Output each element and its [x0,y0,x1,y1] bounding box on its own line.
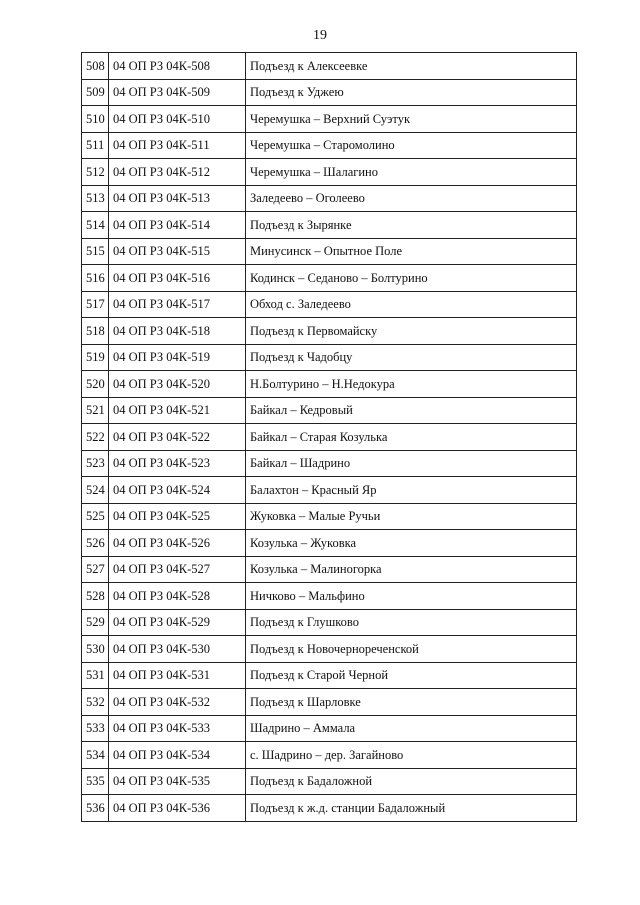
road-code-cell: 04 ОП РЗ 04К-531 [109,662,246,689]
row-number-cell: 536 [82,795,109,822]
road-code-cell: 04 ОП РЗ 04К-522 [109,424,246,451]
road-name-cell: Байкал – Старая Козулька [246,424,577,451]
road-name-cell: Подъезд к Первомайску [246,318,577,345]
row-number-cell: 527 [82,556,109,583]
road-code-cell: 04 ОП РЗ 04К-515 [109,238,246,265]
roads-table-body [82,53,577,822]
road-name-cell: Подъезд к Глушково [246,609,577,636]
road-code-cell: 04 ОП РЗ 04К-533 [109,715,246,742]
road-name-cell: с. Шадрино – дер. Загайново [246,742,577,769]
road-code-cell: 04 ОП РЗ 04К-511 [109,132,246,159]
road-name-cell: Байкал – Кедровый [246,397,577,424]
road-code-cell: 04 ОП РЗ 04К-519 [109,344,246,371]
road-code-cell: 04 ОП РЗ 04К-535 [109,768,246,795]
road-code-cell: 04 ОП РЗ 04К-516 [109,265,246,292]
row-number-cell: 519 [82,344,109,371]
road-name-cell: Н.Болтурино – Н.Недокура [246,371,577,398]
roads-table [81,52,577,822]
road-name-cell: Черемушка – Верхний Суэтук [246,106,577,133]
row-number-cell: 528 [82,583,109,610]
row-number-cell: 515 [82,238,109,265]
road-name-cell: Балахтон – Красный Яр [246,477,577,504]
table-row [82,238,577,265]
road-code-cell: 04 ОП РЗ 04К-510 [109,106,246,133]
road-code-cell: 04 ОП РЗ 04К-526 [109,530,246,557]
row-number-cell: 522 [82,424,109,451]
road-code-cell: 04 ОП РЗ 04К-527 [109,556,246,583]
row-number-cell: 523 [82,450,109,477]
road-name-cell: Ничково – Мальфино [246,583,577,610]
table-row [82,53,577,80]
table-row [82,212,577,239]
road-name-cell: Подъезд к Старой Черной [246,662,577,689]
table-row [82,715,577,742]
row-number-cell: 525 [82,503,109,530]
row-number-cell: 520 [82,371,109,398]
row-number-cell: 531 [82,662,109,689]
table-row [82,503,577,530]
row-number-cell: 511 [82,132,109,159]
road-code-cell: 04 ОП РЗ 04К-517 [109,291,246,318]
table-row [82,768,577,795]
row-number-cell: 518 [82,318,109,345]
table-row [82,397,577,424]
row-number-cell: 513 [82,185,109,212]
table-row [82,159,577,186]
row-number-cell: 516 [82,265,109,292]
table-row [82,344,577,371]
table-row [82,185,577,212]
road-name-cell: Подъезд к Бадаложной [246,768,577,795]
road-code-cell: 04 ОП РЗ 04К-536 [109,795,246,822]
road-code-cell: 04 ОП РЗ 04К-521 [109,397,246,424]
row-number-cell: 534 [82,742,109,769]
table-row [82,318,577,345]
table-row [82,662,577,689]
road-code-cell: 04 ОП РЗ 04К-530 [109,636,246,663]
table-row [82,689,577,716]
road-code-cell: 04 ОП РЗ 04К-509 [109,79,246,106]
road-code-cell: 04 ОП РЗ 04К-513 [109,185,246,212]
road-name-cell: Черемушка – Старомолино [246,132,577,159]
row-number-cell: 514 [82,212,109,239]
row-number-cell: 532 [82,689,109,716]
road-code-cell: 04 ОП РЗ 04К-523 [109,450,246,477]
table-row [82,371,577,398]
row-number-cell: 533 [82,715,109,742]
road-code-cell: 04 ОП РЗ 04К-524 [109,477,246,504]
road-name-cell: Подъезд к Чадобцу [246,344,577,371]
road-name-cell: Черемушка – Шалагино [246,159,577,186]
road-name-cell: Подъезд к Зырянке [246,212,577,239]
road-code-cell: 04 ОП РЗ 04К-528 [109,583,246,610]
table-row [82,530,577,557]
road-name-cell: Обход с. Заледеево [246,291,577,318]
table-row [82,477,577,504]
road-name-cell: Козулька – Жуковка [246,530,577,557]
road-name-cell: Козулька – Малиногорка [246,556,577,583]
road-code-cell: 04 ОП РЗ 04К-520 [109,371,246,398]
page-number: 19 [313,28,327,43]
road-name-cell: Байкал – Шадрино [246,450,577,477]
row-number-cell: 517 [82,291,109,318]
table-row [82,265,577,292]
road-name-cell: Подъезд к Алексеевке [246,53,577,80]
table-row [82,132,577,159]
road-name-cell: Подъезд к Шарловке [246,689,577,716]
table-row [82,636,577,663]
road-name-cell: Минусинск – Опытное Поле [246,238,577,265]
row-number-cell: 508 [82,53,109,80]
row-number-cell: 526 [82,530,109,557]
row-number-cell: 524 [82,477,109,504]
table-row [82,795,577,822]
road-name-cell: Подъезд к ж.д. станции Бадаложный [246,795,577,822]
row-number-cell: 521 [82,397,109,424]
road-name-cell: Заледеево – Оголеево [246,185,577,212]
road-code-cell: 04 ОП РЗ 04К-514 [109,212,246,239]
row-number-cell: 535 [82,768,109,795]
row-number-cell: 509 [82,79,109,106]
road-code-cell: 04 ОП РЗ 04К-525 [109,503,246,530]
road-name-cell: Шадрино – Аммала [246,715,577,742]
row-number-cell: 530 [82,636,109,663]
table-row [82,450,577,477]
road-name-cell: Кодинск – Седаново – Болтурино [246,265,577,292]
table-row [82,556,577,583]
row-number-cell: 510 [82,106,109,133]
road-code-cell: 04 ОП РЗ 04К-534 [109,742,246,769]
road-code-cell: 04 ОП РЗ 04К-532 [109,689,246,716]
row-number-cell: 529 [82,609,109,636]
table-row [82,583,577,610]
road-code-cell: 04 ОП РЗ 04К-512 [109,159,246,186]
road-code-cell: 04 ОП РЗ 04К-529 [109,609,246,636]
table-row [82,742,577,769]
table-row [82,609,577,636]
row-number-cell: 512 [82,159,109,186]
road-code-cell: 04 ОП РЗ 04К-508 [109,53,246,80]
road-name-cell: Жуковка – Малые Ручьи [246,503,577,530]
table-row [82,291,577,318]
table-row [82,79,577,106]
road-name-cell: Подъезд к Новочернореченской [246,636,577,663]
table-row [82,106,577,133]
road-name-cell: Подъезд к Уджею [246,79,577,106]
table-row [82,424,577,451]
road-code-cell: 04 ОП РЗ 04К-518 [109,318,246,345]
